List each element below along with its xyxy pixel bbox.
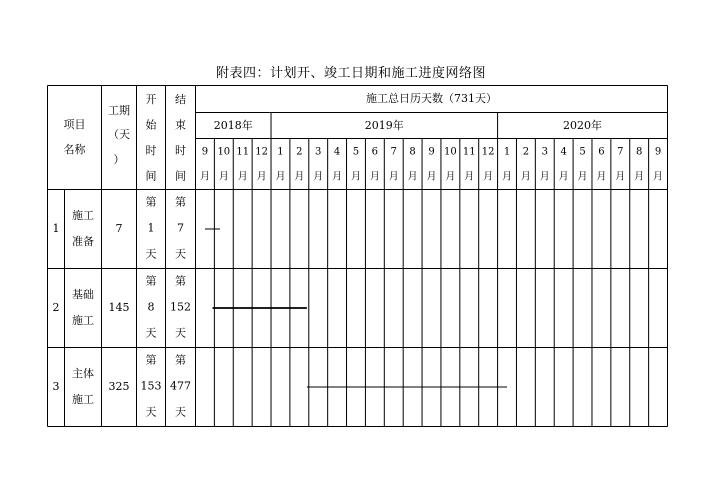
month-number: 7: [617, 146, 624, 158]
header-start-time: 间: [145, 169, 157, 183]
year-label-2018: 2018年: [213, 119, 253, 132]
row-end-day: 第: [175, 274, 186, 288]
month-number: 12: [481, 146, 495, 158]
row-duration: 7: [115, 222, 123, 235]
document-title: 附表四：计划开、竣工日期和施工进度网络图: [215, 66, 486, 81]
row-task-name: 施工: [72, 209, 94, 222]
header-end-time: 束: [175, 118, 186, 132]
month-number: 9: [201, 146, 209, 158]
header-calendar-total: 施工总日历天数（731天）: [366, 92, 497, 105]
month-label: 月: [332, 171, 343, 183]
month-label: 月: [407, 171, 418, 183]
row-task-name: 基础: [72, 288, 94, 301]
month-label: 月: [369, 171, 380, 183]
month-label: 月: [256, 171, 267, 183]
header-end-time: 间: [175, 169, 186, 183]
header-start-time: 开: [145, 93, 157, 106]
month-label: 月: [596, 171, 607, 183]
row-duration: 325: [108, 380, 130, 393]
row-start-day: 第: [145, 353, 157, 367]
month-number: 10: [217, 146, 231, 158]
row-start-day: 第: [145, 274, 157, 288]
month-label: 月: [388, 171, 399, 183]
month-label: 月: [199, 171, 210, 183]
row-end-day: 天: [175, 326, 186, 340]
header-duration: （天: [108, 128, 130, 141]
row-start-day: 天: [145, 326, 157, 340]
month-label: 月: [615, 171, 626, 183]
month-number: 10: [444, 146, 457, 158]
year-label-2020: 2020年: [563, 119, 603, 132]
month-number: 6: [598, 146, 605, 158]
month-number: 11: [462, 146, 476, 158]
row-duration: 145: [108, 301, 130, 314]
month-number: 3: [541, 146, 548, 158]
month-number: 1: [503, 146, 511, 158]
month-number: 4: [333, 146, 341, 158]
month-number: 5: [579, 146, 586, 158]
month-label: 月: [350, 171, 361, 183]
row-task-name: 准备: [72, 235, 94, 248]
month-number: 12: [255, 146, 268, 158]
month-number: 2: [522, 146, 530, 158]
month-number: 6: [371, 146, 379, 158]
month-label: 月: [218, 171, 229, 183]
row-end-day: 7: [177, 221, 184, 235]
month-number: 8: [409, 146, 416, 158]
month-number: 5: [352, 146, 360, 158]
row-task-name: 主体: [72, 367, 94, 380]
month-label: 月: [313, 171, 324, 183]
month-number: 9: [654, 146, 662, 158]
month-number: 11: [236, 146, 250, 158]
row-start-day: 天: [145, 247, 157, 261]
year-label-2019: 2019年: [364, 119, 404, 132]
month-label: 月: [483, 171, 494, 183]
month-label: 月: [294, 171, 305, 183]
month-label: 月: [275, 171, 286, 183]
month-label: 月: [237, 171, 248, 183]
row-end-day: 477: [170, 379, 191, 393]
row-end-day: 第: [175, 195, 186, 209]
month-label: 月: [634, 171, 645, 183]
month-label: 月: [577, 171, 588, 183]
month-label: 月: [558, 171, 569, 183]
month-label: 月: [426, 171, 437, 183]
header-end-time: 结: [175, 93, 186, 106]
month-label: 月: [464, 171, 475, 183]
row-start-day: 第: [145, 195, 157, 209]
row-start-day: 8: [147, 300, 155, 314]
row-task-name: 施工: [72, 314, 94, 327]
header-duration: ）: [113, 153, 125, 166]
month-number: 9: [428, 146, 435, 158]
header-item-name: 名称: [63, 143, 86, 156]
month-number: 3: [315, 146, 322, 158]
row-end-day: 第: [175, 353, 186, 367]
header-duration: 工期: [108, 104, 130, 117]
month-label: 月: [539, 171, 550, 183]
month-number: 7: [390, 146, 397, 158]
month-label: 月: [502, 171, 513, 183]
header-end-time: 时: [175, 144, 186, 157]
month-label: 月: [653, 171, 664, 183]
row-index: 1: [52, 222, 60, 235]
month-number: 4: [560, 146, 567, 158]
row-index: 2: [52, 301, 60, 314]
month-number: 1: [277, 146, 284, 158]
row-end-day: 天: [175, 405, 186, 419]
header-start-time: 始: [145, 118, 157, 132]
month-number: 8: [635, 146, 643, 158]
row-task-name: 施工: [72, 393, 94, 406]
row-start-day: 153: [140, 379, 162, 393]
row-start-day: 天: [145, 405, 157, 419]
row-end-day: 天: [175, 247, 186, 261]
month-label: 月: [520, 171, 531, 183]
month-number: 2: [296, 146, 303, 158]
month-label: 月: [445, 171, 456, 183]
header-item-name: 项目: [63, 118, 86, 131]
row-index: 3: [52, 380, 60, 393]
header-start-time: 时: [145, 144, 157, 157]
row-end-day: 152: [170, 300, 191, 314]
row-start-day: 1: [147, 221, 155, 235]
